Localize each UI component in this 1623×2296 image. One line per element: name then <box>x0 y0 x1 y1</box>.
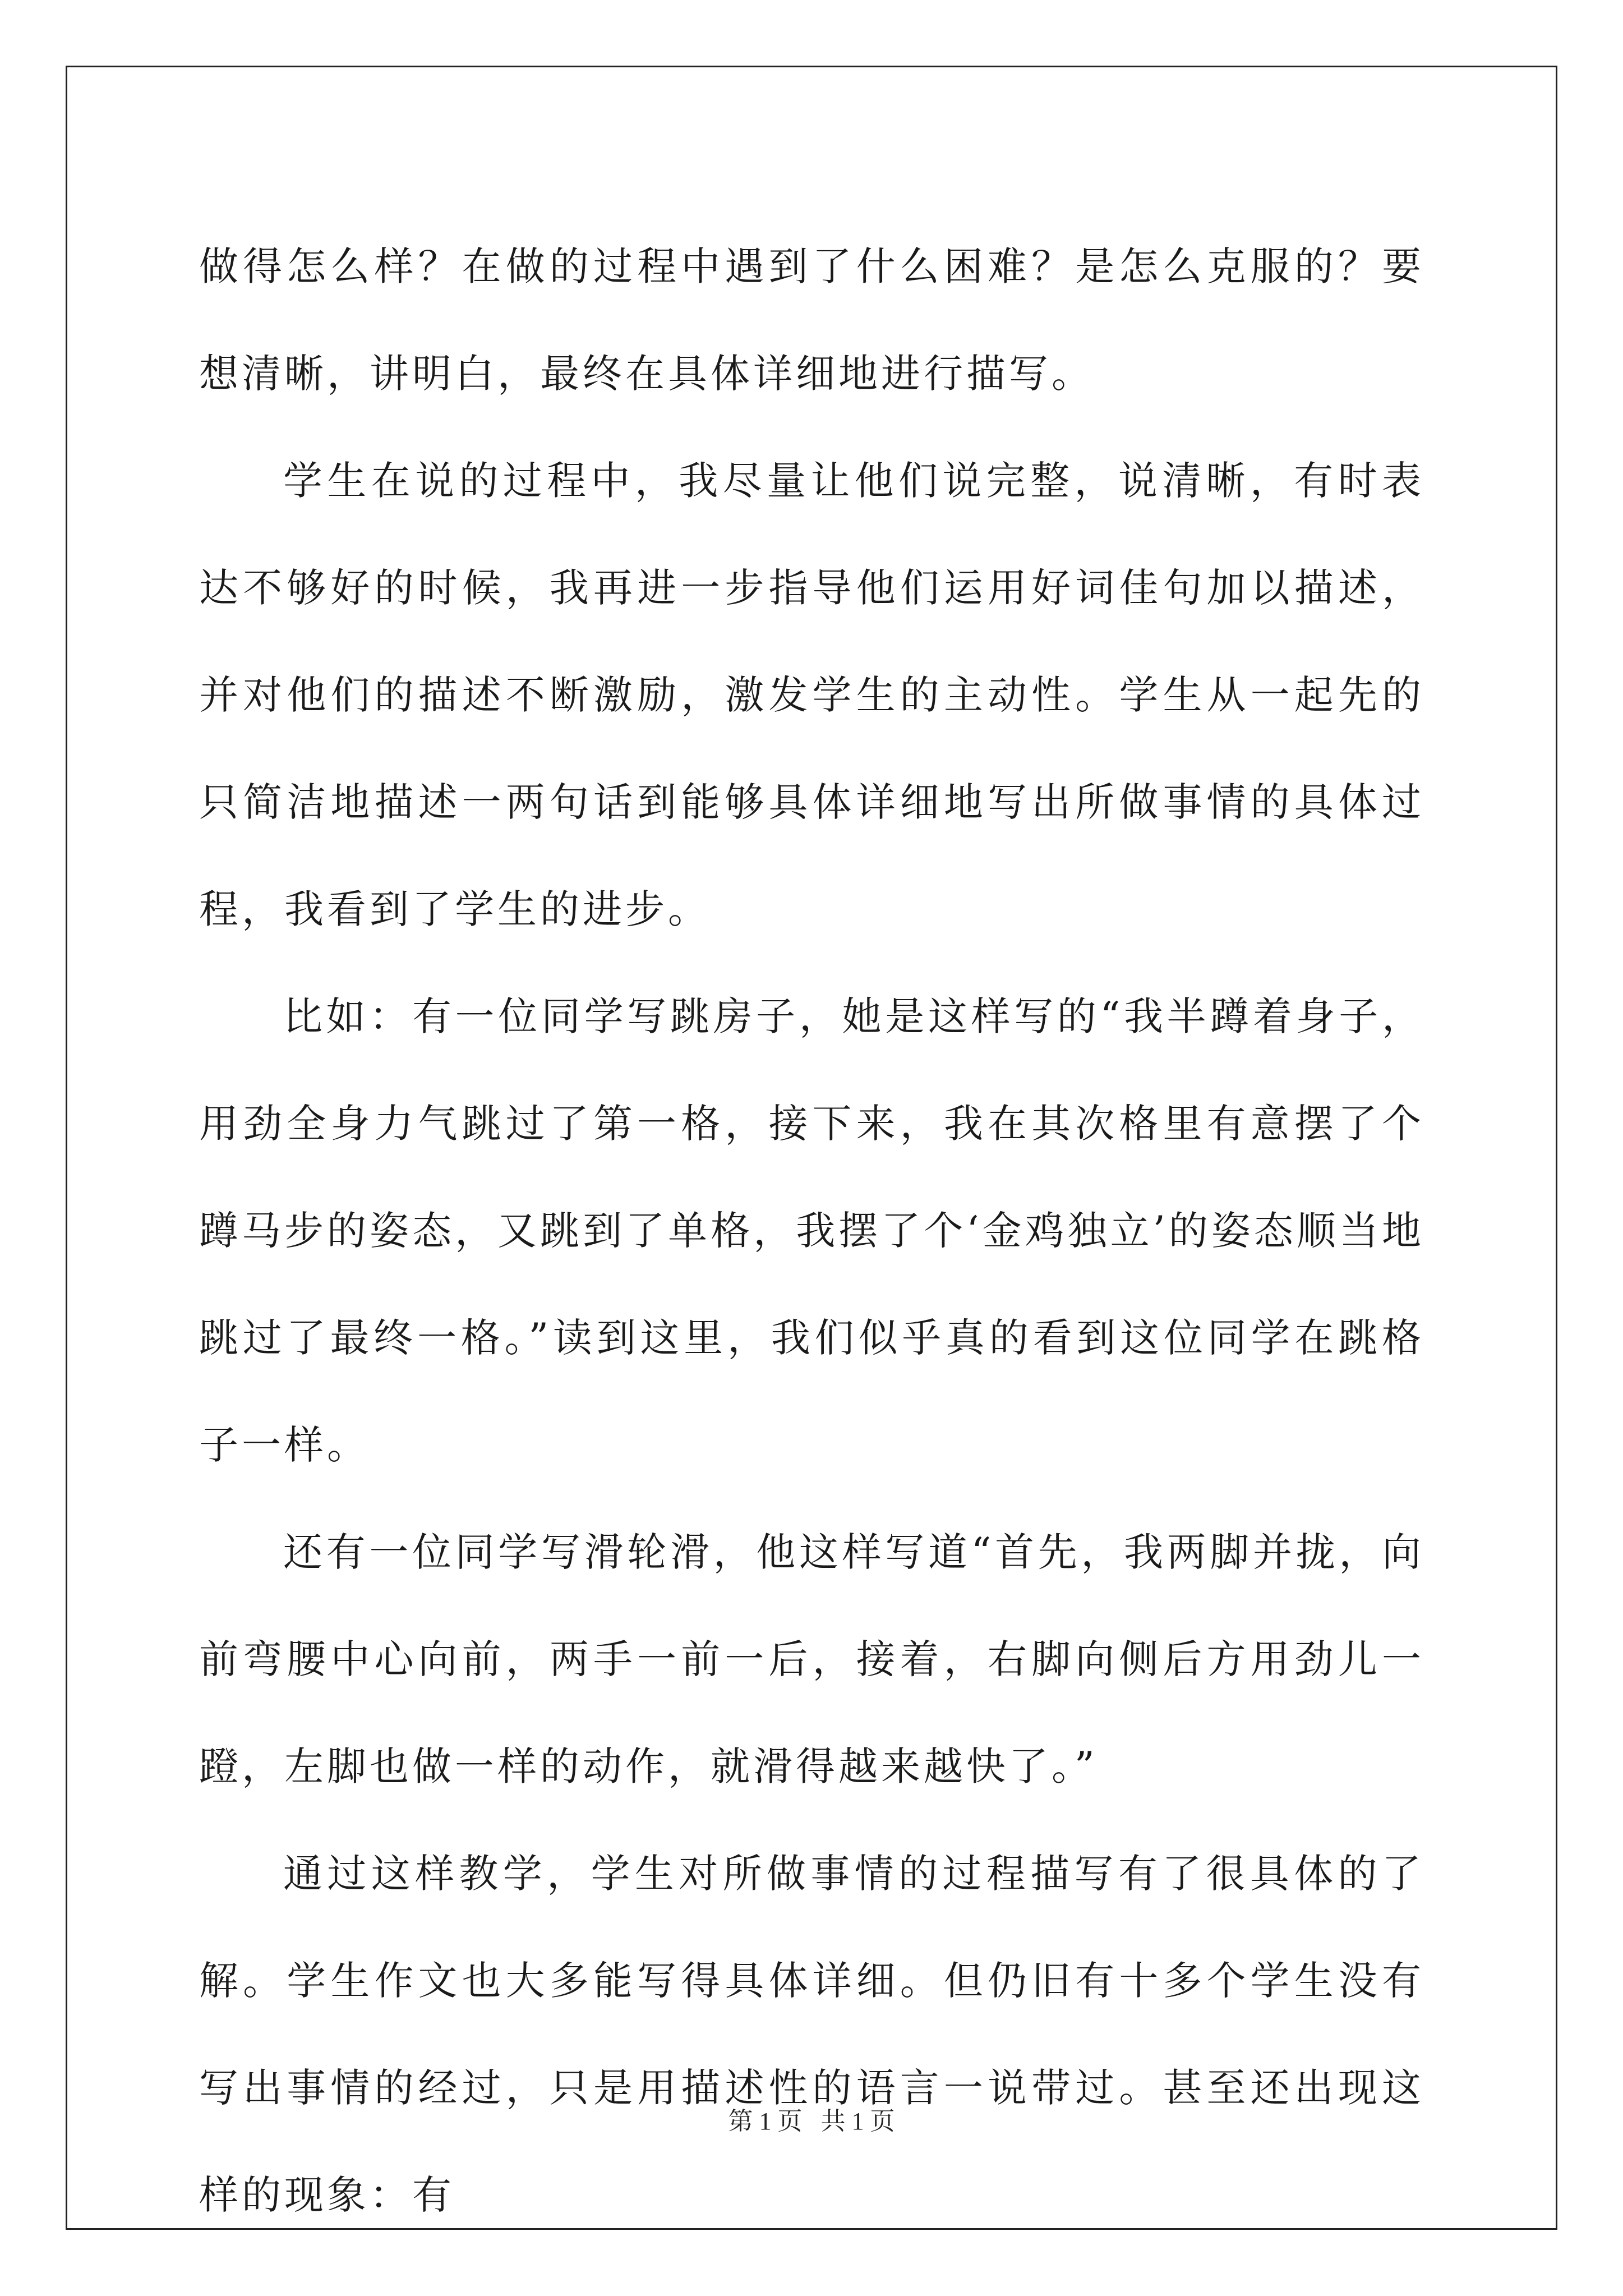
paragraph-2: 学生在说的过程中，我尽量让他们说完整，说清晰，有时表达不够好的时候，我再进一步指导他们运用好词佳句加以描述，并对他们的描述不断激励，激发学生的主动性。学生从一起先的只简洁地描述一两句话到能够具体详细地写出所做事情的具体过程，我看到了学生的进步。 <box>199 458 1424 932</box>
paragraph-1: 做得怎么样？在做的过程中遇到了什么困难？是怎么克服的？要想清晰，讲明白，最终在具体详细地进行描写。 <box>199 243 1424 397</box>
page-number-footer: 第 1 页 共 1 页 <box>728 2108 895 2135</box>
paragraph-5: 通过这样教学，学生对所做事情的过程描写有了很具体的了解。学生作文也大多能写得具体详细。但仍旧有十多个学生没有写出事情的经过，只是用描述性的语言一说带过。甚至还出现这样的现象：有 <box>199 1851 1424 2218</box>
document-body <box>199 213 1424 2249</box>
paragraph-4: 还有一位同学写滑轮滑，他这样写道“首先，我两脚并拢，向前弯腰中心向前，两手一前一后，接着，右脚向侧后方用劲儿一蹬，左脚也做一样的动作，就滑得越来越快了。” <box>199 1529 1424 1789</box>
paragraph-3: 比如：有一位同学写跳房子，她是这样写的“我半蹲着身子，用劲全身力气跳过了第一格，接下来，我在其次格里有意摆了个蹲马步的姿态，又跳到了单格，我摆了个‘金鸡独立’的姿态顺当地跳过了最终一格。”读到这里，我们似乎真的看到这位同学在跳格子一样。 <box>199 993 1424 1468</box>
